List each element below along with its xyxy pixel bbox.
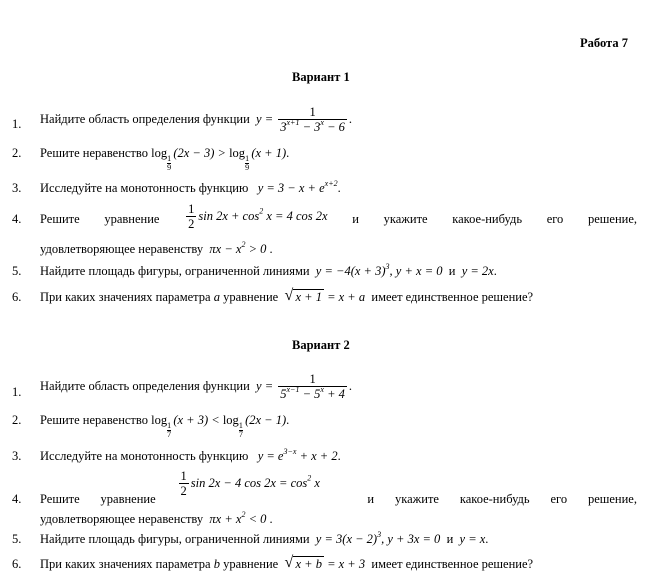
task-6: При каких значениях параметра a уравнение √ x + 1 = x + a имеет единственное решение?: [40, 287, 534, 304]
task-6: При каких значениях параметра b уравнение √ x + b = x + 3 имеет единственное решение?: [40, 554, 534, 571]
task-5: Найдите площадь фигуры, ограниченной линиями $y = 3(x - 2)^3$, y + 3x = 0 и y = x.: [40, 530, 489, 546]
task-3: Исследуйте на монотонность функцию $y = e^{3-x} + x + 2$.: [40, 447, 341, 463]
task-4-line2: удовлетворяющее неравенству $\pi x - x^2 > 0$ .: [40, 240, 273, 256]
item-number: 6.: [12, 290, 22, 304]
task-5: Найдите площадь фигуры, ограниченной линиями $y = -4(x + 3)^3$, y + x = 0 и y = 2x.: [40, 262, 497, 278]
item-number: 5.: [12, 264, 22, 278]
item-number: 3.: [12, 449, 22, 463]
work-title: Работа 7: [580, 36, 628, 50]
item-number: 2.: [12, 146, 22, 160]
task-4: Решите уравнение $\frac{1}{2}$ sin 2x − 4 $\cos 2x = \cos^2 x$ и укажите какое-нибудь его решение,: [40, 469, 637, 506]
task-2: Решите неравенство log 1 9 (2x − 3) > log 1 9 (x + 1).: [40, 146, 290, 172]
item-number: 3.: [12, 181, 22, 195]
task-1: Найдите область определения функции y = $\frac{1}{5^{x-1} - 5^x + 4}$ .: [40, 372, 353, 401]
item-number: 1.: [12, 117, 22, 131]
variant-title: Вариант 2: [292, 338, 350, 352]
item-number: 1.: [12, 385, 22, 399]
task-1: Найдите область определения функции y = $\frac{1}{3^{x+1} - 3^x - 6}$ .: [40, 105, 353, 134]
item-number: 5.: [12, 532, 22, 546]
variant-title: Вариант 1: [292, 70, 350, 84]
item-number: 6.: [12, 557, 22, 571]
item-number: 4.: [12, 492, 22, 506]
task-4: Решите уравнение $\frac{1}{2}$ $\sin 2x + \cos^2 x = 4$ cos 2x и укажите какое-нибудь его решение,: [40, 202, 637, 231]
task-4-line2: удовлетворяющее неравенству $\pi x + x^2 < 0$ .: [40, 510, 273, 526]
item-number: 4.: [12, 212, 22, 226]
task-3: Исследуйте на монотонность функцию $y = 3 - x + e^{x+2}$.: [40, 179, 341, 195]
item-number: 2.: [12, 413, 22, 427]
task-2: Решите неравенство log 1 7 (x + 3) < log 1 7 (2x − 1).: [40, 413, 290, 439]
